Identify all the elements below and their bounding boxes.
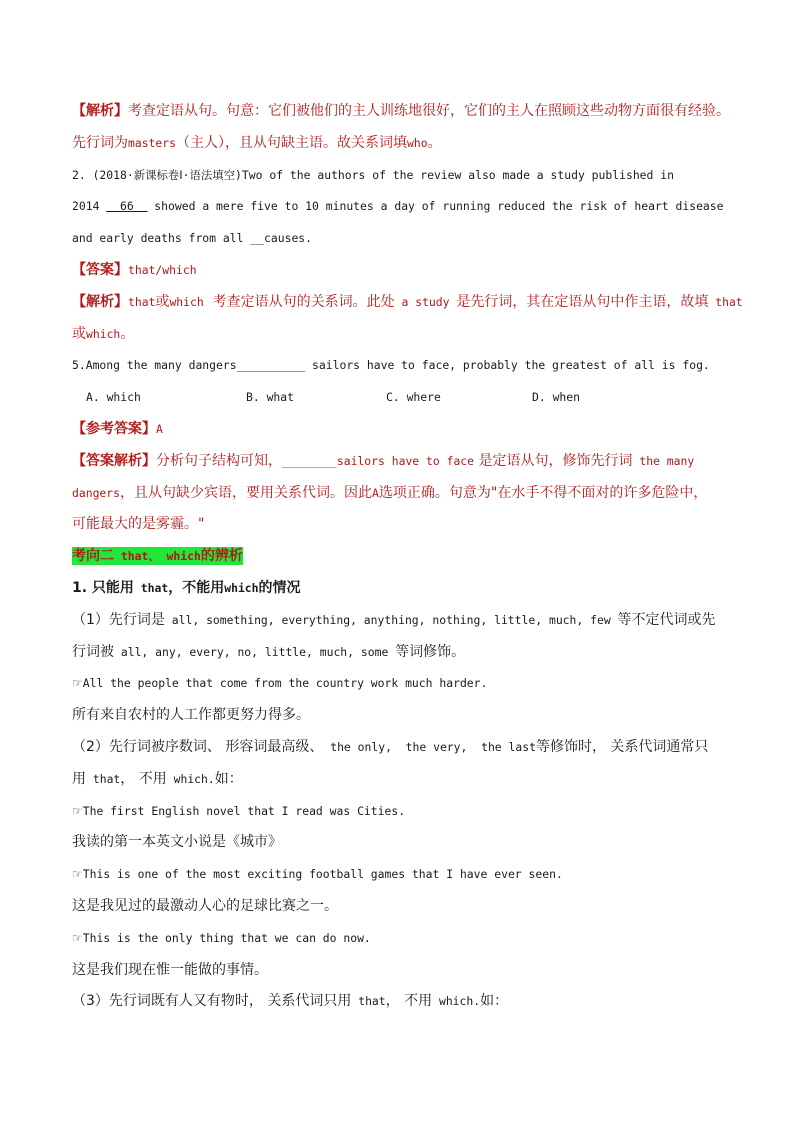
rule-text: （2）先行词被序数词、 形容词最高级、: [72, 738, 324, 755]
analysis-keyword: which: [86, 326, 121, 341]
option-c: C. where: [386, 390, 441, 405]
rule-keyword: that: [86, 771, 121, 786]
section-heading-highlight: [72, 547, 243, 565]
question-text: 5.Among the many dangers: [72, 358, 237, 373]
analysis-2-line-2: [72, 319, 732, 351]
point-heading-text: 的情况: [258, 579, 301, 596]
example-translation: 我读的第一本英文小说是《城市》: [72, 834, 282, 851]
analysis-keyword: masters: [128, 135, 177, 150]
analysis-text: 。: [120, 325, 135, 342]
analysis-5-line-1: [72, 446, 732, 478]
pointing-hand-icon: ☞: [72, 867, 83, 882]
answer-tag: 【参考答案】: [72, 420, 156, 437]
analysis-keyword: a study: [394, 294, 457, 309]
example-1-cn: [72, 700, 732, 732]
rule-text: ， 不用: [120, 770, 167, 787]
question-text: showed a mere five to 10 minutes a day of running reduced the risk of heart disease: [147, 199, 724, 214]
rule-2-line-2: [72, 764, 732, 796]
analysis-5-line-2: [72, 478, 732, 510]
rule-1-line-1: [72, 605, 732, 637]
question-blank: __________: [236, 358, 306, 373]
rule-text: 如：: [214, 770, 243, 787]
rule-text: 等词修饰。: [395, 643, 466, 660]
analysis-text: ，且从句缺少宾语，要用关系代词。因此: [120, 484, 373, 501]
answer-tag: 【答案】: [72, 261, 128, 278]
rule-text: 用: [72, 770, 86, 787]
analysis-keyword: that: [128, 294, 156, 309]
example-4-cn: [72, 955, 732, 987]
question-2-line-1: [72, 160, 732, 192]
question-text: 2014: [72, 199, 100, 214]
analysis-tag: 【解析】: [72, 103, 128, 119]
rule-text: 等不定代词或先: [617, 611, 716, 628]
analysis-text: 是定语从句，修饰先行词: [474, 452, 633, 469]
analysis-keyword: who: [407, 135, 428, 150]
analysis-5-line-3: [72, 509, 732, 541]
analysis-keyword: ________sailors have to face: [282, 453, 475, 468]
analysis-tag: 【答案解析】: [72, 452, 156, 469]
section-heading-keyword: that、 which: [114, 549, 201, 564]
rule-keyword: which.: [166, 771, 215, 786]
example-translation: 这是我们现在惟一能做的事情。: [72, 961, 268, 978]
rule-text: （3）先行词既有人又有物时， 关系代词只用: [72, 993, 352, 1010]
question-5-stem: [72, 350, 732, 382]
point-heading-keyword: that: [133, 580, 169, 595]
question-2-line-3: [72, 223, 732, 255]
answer-5: [72, 414, 732, 446]
pointing-hand-icon: ☞: [72, 803, 83, 818]
example-text: This is the only thing that we can do now.: [82, 930, 371, 945]
rule-2-line-1: [72, 732, 732, 764]
rule-3: [72, 986, 732, 1018]
document-page: [72, 96, 743, 1018]
option-a: A. which: [86, 390, 141, 405]
question-blank: 66: [106, 199, 148, 214]
example-3-cn: [72, 891, 732, 923]
analysis-keyword: that: [708, 294, 743, 309]
rule-keyword: all, any, every, no, little, much, some: [114, 644, 396, 659]
option-d: D. when: [532, 390, 581, 405]
rule-keyword: which.: [432, 994, 481, 1009]
point-1-heading: [72, 573, 732, 605]
example-text: All the people that come from the country work much harder.: [82, 676, 488, 691]
point-heading-text: 1. 只能用: [72, 579, 134, 596]
example-2-cn: [72, 827, 732, 859]
analysis-keyword: the many: [632, 453, 695, 468]
point-heading-text: ，不能用: [168, 579, 225, 596]
rule-keyword: all, something, everything, anything, nothing, little, much, few: [164, 612, 618, 627]
analysis-keyword: A: [372, 485, 379, 500]
analysis-text: 考查定语从句。句意：它们被他们的主人训练地很好，它们的主人在照顾这些动物方面很有经验。: [128, 103, 730, 119]
question-text: sailors have to face, probably the greatest of all is fog.: [305, 358, 710, 373]
question-source: 2. (2018·新课标卷Ⅰ·语法填空): [72, 167, 242, 182]
rule-keyword: the only, the very, the last: [323, 739, 536, 754]
section-heading: [72, 541, 732, 573]
rule-text: 等修饰时， 关系代词通常只: [535, 738, 709, 755]
answer-2: [72, 255, 732, 287]
answer-value: A: [156, 421, 163, 436]
pointing-hand-icon: ☞: [72, 930, 83, 945]
rule-text: （1）先行词是: [72, 611, 165, 628]
example-3-en: [72, 859, 732, 891]
rule-1-line-2: [72, 637, 732, 669]
section-heading-text: 考向二: [72, 548, 114, 565]
option-b: B. what: [246, 390, 295, 405]
analysis-keyword: dangers: [72, 485, 121, 500]
rule-text: 如：: [480, 993, 509, 1010]
analysis-text: 考查定语从句的关系词。此处: [203, 293, 395, 310]
analysis-text: 分析句子结构可知，: [156, 452, 282, 469]
question-5-options: [72, 382, 732, 414]
analysis-keyword: which: [169, 294, 204, 309]
question-text: and early deaths from all __causes.: [72, 231, 313, 246]
example-2-en: [72, 796, 732, 828]
example-translation: 这是我见过的最激动人心的足球比赛之一。: [72, 897, 338, 914]
analysis-text: 或: [72, 325, 86, 342]
pointing-hand-icon: ☞: [72, 676, 83, 691]
question-2-line-2: [72, 191, 732, 223]
example-text: The first English novel that I read was Cities.: [82, 803, 406, 818]
analysis-text: 选项正确。句意为"在水手不得不面对的许多危险中，: [378, 484, 708, 501]
analysis-text: （主人），且从句缺主语。故关系词填: [176, 134, 408, 151]
analysis-tag: 【解析】: [72, 293, 128, 310]
point-heading-keyword: which: [224, 580, 259, 595]
example-4-en: [72, 923, 732, 955]
example-translation: 所有来自农村的人工作都更努力得多。: [72, 707, 310, 724]
example-text: This is one of the most exciting football games that I have ever seen.: [82, 867, 563, 882]
rule-text: ， 不用: [385, 993, 433, 1010]
section-heading-text: 的辨析: [200, 548, 243, 565]
answer-value: that/which: [128, 262, 197, 277]
example-1-en: [72, 668, 732, 700]
analysis-text: 可能最大的是雾霾。": [72, 516, 205, 533]
rule-text: 行词被: [72, 643, 114, 660]
analysis-text: 。: [427, 134, 442, 151]
question-text: Two of the authors of the review also made a study published in: [241, 167, 674, 182]
analysis-text: 或: [155, 293, 170, 310]
analysis-text: 先行词为: [72, 134, 128, 151]
analysis-1-line-2: [72, 128, 732, 160]
analysis-1-line-1: [72, 96, 732, 128]
rule-keyword: that: [351, 994, 386, 1009]
analysis-text: 是先行词，其在定语从句中作主语，故填: [456, 293, 709, 310]
analysis-2-line-1: [72, 287, 743, 319]
